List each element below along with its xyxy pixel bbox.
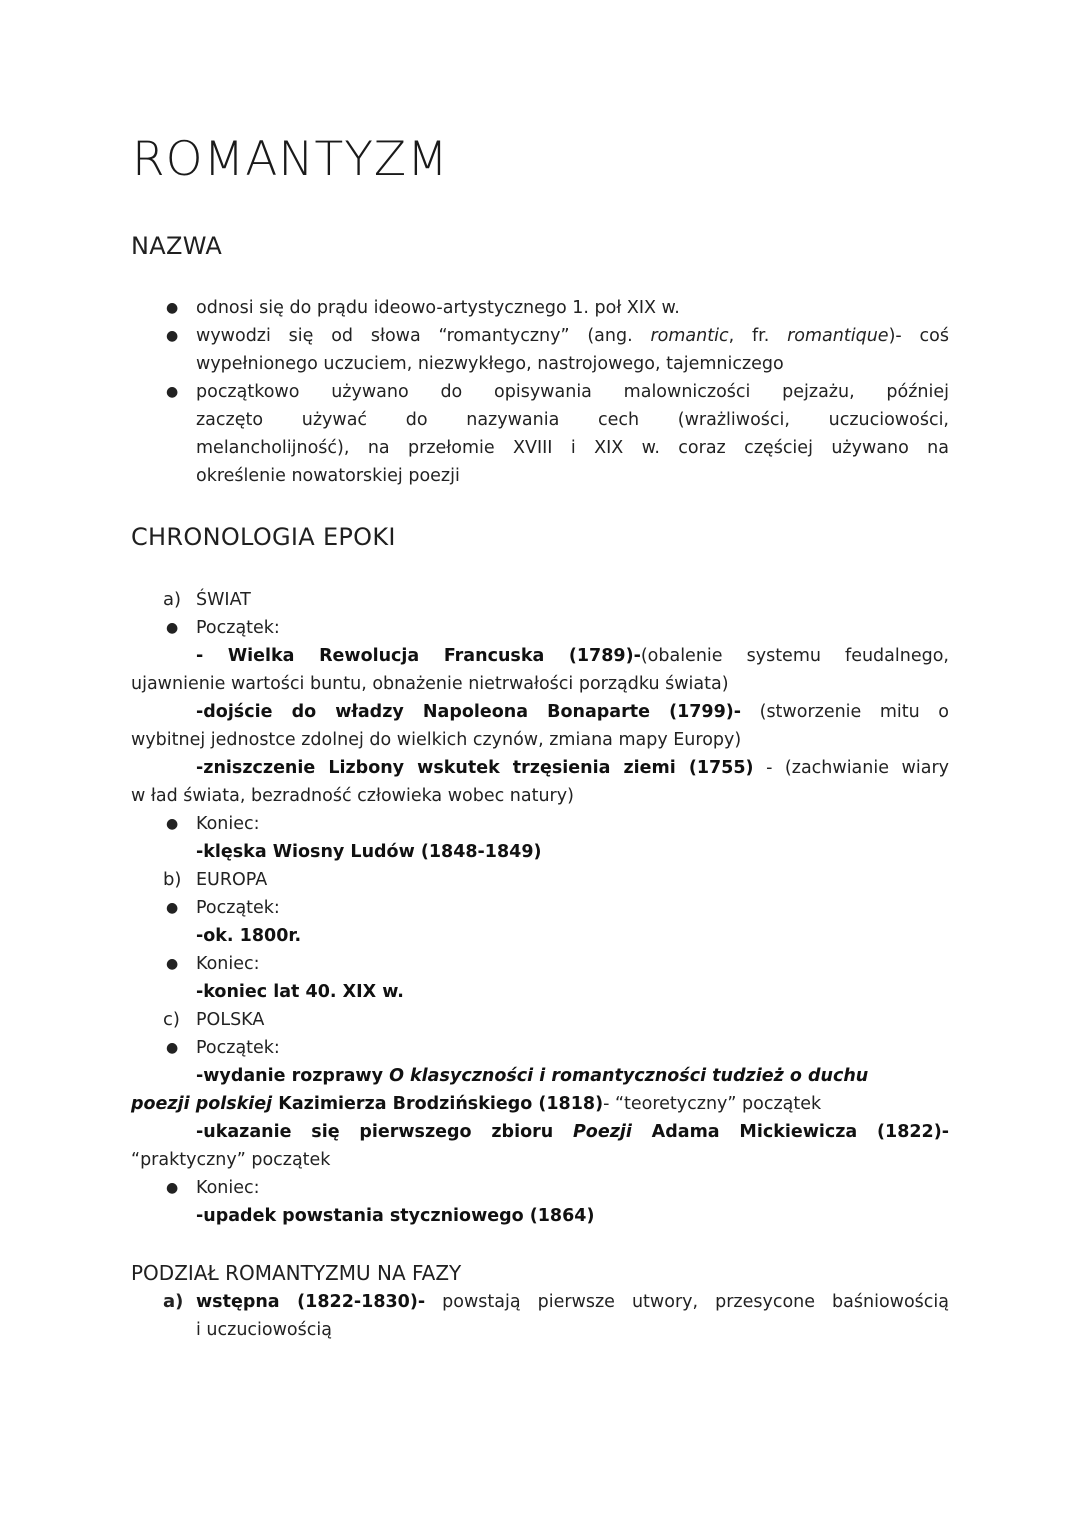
polska-event-1-line-2: poezji polskiej Kazimierza Brodzińskiego (1818)- “teoretyczny” początek bbox=[131, 1094, 822, 1114]
bullet-icon: ● bbox=[166, 1180, 179, 1196]
polska-label: POLSKA bbox=[196, 1010, 265, 1030]
list-marker-c: c) bbox=[163, 1009, 180, 1030]
faza-wstepna-line-1: wstępna (1822-1830)- powstają pierwsze utwory, przesycone baśniowością bbox=[196, 1292, 949, 1312]
swiat-event-2-line-1: -dojście do władzy Napoleona Bonaparte (1799)- (stworzenie mitu o bbox=[196, 702, 950, 722]
swiat-event-1-line-2: ujawnienie wartości buntu, obnażenie nietrwałości porządku świata) bbox=[131, 674, 729, 694]
europa-poczatek-label: Początek: bbox=[196, 898, 280, 918]
europa-poczatek-event: -ok. 1800r. bbox=[196, 926, 302, 946]
nazwa-bullet-3-line-1: początkowo używano do opisywania malowniczości pejzażu, później bbox=[196, 382, 949, 402]
bullet-icon: ● bbox=[166, 816, 179, 832]
swiat-poczatek-label: Początek: bbox=[196, 618, 280, 638]
list-marker-a: a) bbox=[163, 589, 182, 610]
swiat-koniec-label: Koniec: bbox=[196, 814, 260, 834]
polska-event-2-line-1: -ukazanie się pierwszego zbioru Poezji Adama Mickiewicza (1822)- bbox=[196, 1122, 949, 1142]
bullet-icon: ● bbox=[166, 900, 179, 916]
swiat-event-3-line-2: w ład świata, bezradność człowieka wobec natury) bbox=[131, 786, 574, 806]
bullet-icon: ● bbox=[166, 956, 179, 972]
europa-koniec-event: -koniec lat 40. XIX w. bbox=[196, 982, 404, 1002]
section-heading-chronologia: CHRONOLOGIA EPOKI bbox=[131, 523, 396, 551]
swiat-label: ŚWIAT bbox=[196, 590, 251, 610]
faza-wstepna-line-2: i uczuciowością bbox=[196, 1320, 332, 1340]
europa-label: EUROPA bbox=[196, 870, 268, 890]
list-marker-b: b) bbox=[163, 869, 182, 890]
section-heading-fazy: PODZIAŁ ROMANTYZMU NA FAZY bbox=[131, 1261, 462, 1285]
bullet-icon: ● bbox=[166, 328, 179, 344]
polska-poczatek-label: Początek: bbox=[196, 1038, 280, 1058]
polska-event-2-line-2: “praktyczny” początek bbox=[131, 1150, 331, 1170]
swiat-event-1-line-1: - Wielka Rewolucja Francuska (1789)-(obalenie systemu feudalnego, bbox=[196, 646, 949, 666]
swiat-event-3-line-1: -zniszczenie Lizbony wskutek trzęsienia ziemi (1755) - (zachwianie wiary bbox=[196, 758, 949, 778]
nazwa-bullet-2-line-2: wypełnionego uczuciem, niezwykłego, nastrojowego, tajemniczego bbox=[196, 354, 784, 374]
document-title: ROMANTYZM bbox=[132, 132, 449, 187]
nazwa-bullet-3-line-4: określenie nowatorskiej poezji bbox=[196, 466, 460, 486]
polska-koniec-event: -upadek powstania styczniowego (1864) bbox=[196, 1206, 595, 1226]
polska-event-1-line-1: -wydanie rozprawy O klasyczności i romantyczności tudzież o duchu bbox=[196, 1066, 869, 1086]
nazwa-bullet-3-line-3: melancholijność), na przełomie XVIII i XIX w. coraz częściej używano na bbox=[196, 438, 949, 458]
swiat-event-2-line-2: wybitnej jednostce zdolnej do wielkich czynów, zmiana mapy Europy) bbox=[131, 730, 742, 750]
nazwa-bullet-1: odnosi się do prądu ideowo-artystycznego 1. poł XIX w. bbox=[196, 298, 680, 318]
nazwa-bullet-3-line-2: zaczęto używać do nazywania cech (wrażliwości, uczuciowości, bbox=[196, 410, 949, 430]
polska-koniec-label: Koniec: bbox=[196, 1178, 260, 1198]
bullet-icon: ● bbox=[166, 300, 179, 316]
section-heading-nazwa: NAZWA bbox=[131, 232, 223, 260]
bullet-icon: ● bbox=[166, 1040, 179, 1056]
europa-koniec-label: Koniec: bbox=[196, 954, 260, 974]
bullet-icon: ● bbox=[166, 620, 179, 636]
nazwa-bullet-2-line-1: wywodzi się od słowa “romantyczny” (ang. romantic, fr. romantique)- coś bbox=[196, 326, 949, 346]
list-marker-a: a) bbox=[163, 1291, 184, 1312]
bullet-icon: ● bbox=[166, 384, 179, 400]
swiat-koniec-event: -klęska Wiosny Ludów (1848-1849) bbox=[196, 842, 542, 862]
